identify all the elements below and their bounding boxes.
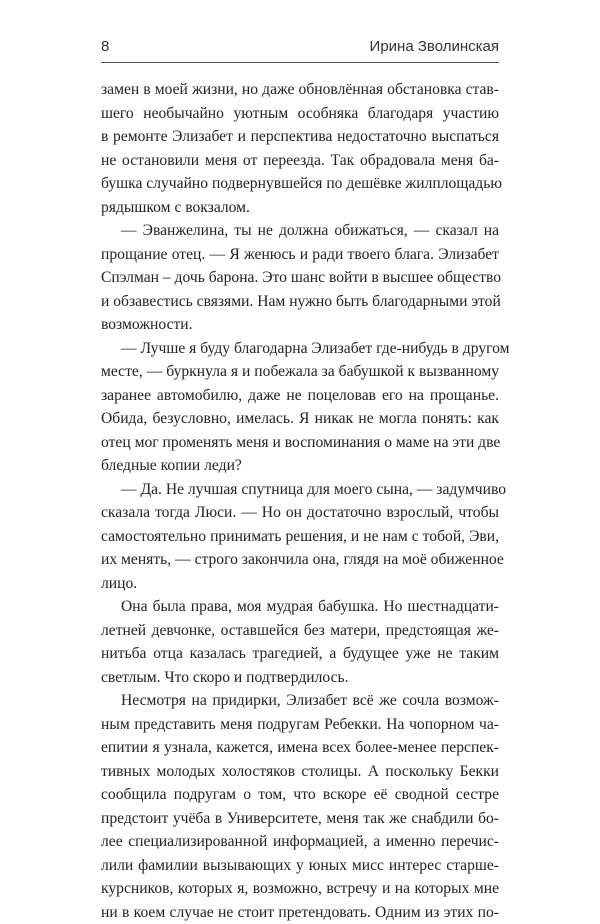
- text-line: и обзавестись связями. Нам нужно быть благодарными этой: [101, 290, 499, 314]
- text-line: сообщила подругам о том, что вскоре её сводной сестре: [101, 783, 499, 807]
- text-line: заранее автомобилю, даже не поцеловав его на прощанье.: [101, 384, 499, 408]
- text-line: Обида, безусловно, имелась. Я никак не могла понять: как: [101, 407, 499, 431]
- text-line: их менять, — строго закончила она, глядя на моё обиженное: [101, 548, 499, 572]
- text-line: самостоятельно принимать решения, и не нам с тобой, Эви,: [101, 525, 499, 549]
- text-line: не остановили меня от переезда. Так обрадовала меня ба-: [101, 149, 499, 173]
- text-line: светлым. Что скоро и подтвердилось.: [101, 666, 499, 690]
- text-line: Спэлман – дочь барона. Это шанс войти в высшее общество: [101, 266, 499, 290]
- text-line: тивных молодых холостяков столицы. А поскольку Бекки: [101, 760, 499, 784]
- text-line: — Эванжелина, ты не должна обижаться, — сказал на: [101, 219, 499, 243]
- text-line: замен в моей жизни, но даже обновлённая обстановка став-: [101, 78, 499, 102]
- text-line: — Да. Не лучшая спутница для моего сына, — задумчиво: [101, 478, 499, 502]
- text-line: прощание отец. — Я женюсь и ради твоего блага. Элизабет: [101, 243, 499, 267]
- text-line: рядышком с вокзалом.: [101, 196, 499, 220]
- text-line: сказала тогда Люси. — Но он достаточно взрослый, чтобы: [101, 501, 499, 525]
- text-line: возможности.: [101, 313, 499, 337]
- text-line: курсников, которых я, возможно, встречу и на которых мне: [101, 877, 499, 901]
- text-line: шего необычайно уютным особняка благодаря участию: [101, 102, 499, 126]
- page-header: [101, 38, 499, 60]
- header-divider: [101, 62, 499, 63]
- text-line: месте, — буркнула я и побежала за бабушкой к вызванному: [101, 360, 499, 384]
- text-line: в ремонте Элизабет и перспектива недостаточно выспаться: [101, 125, 499, 149]
- body-text: [101, 78, 499, 924]
- text-line: лили фамилии вызывающих у юных мисс интерес старше-: [101, 854, 499, 878]
- text-line: бушка случайно подвернувшейся по дешёвке жилплощадью: [101, 172, 499, 196]
- text-line: лее специализированной информацией, а именно перечис-: [101, 830, 499, 854]
- text-line: Она была права, моя мудрая бабушка. Но шестнадцати-: [101, 595, 499, 619]
- running-title-author: Ирина Зволинская: [370, 38, 499, 55]
- text-line: предстоит учёба в Университете, меня так же снабдили бо-: [101, 807, 499, 831]
- text-line: ни в коем случае не стоит претендовать. Одним из этих по-: [101, 901, 499, 924]
- text-line: Несмотря на придирки, Элизабет всё же сочла возмож-: [101, 689, 499, 713]
- text-line: — Лучше я буду благодарна Элизабет где-нибудь в другом: [101, 337, 499, 361]
- text-line: нитьба отца казалась трагедией, а будущее уже не таким: [101, 642, 499, 666]
- text-line: летней девчонке, оставшейся без матери, предстоящая же-: [101, 619, 499, 643]
- text-line: лицо.: [101, 572, 499, 596]
- page-number: 8: [101, 38, 109, 55]
- text-line: бледные копии леди?: [101, 454, 499, 478]
- text-line: епитии я узнала, кажется, имена всех более-менее перспек-: [101, 736, 499, 760]
- text-line: ным представить меня подругам Ребекки. На чопорном ча-: [101, 713, 499, 737]
- text-line: отец мог променять меня и воспоминания о маме на эти две: [101, 431, 499, 455]
